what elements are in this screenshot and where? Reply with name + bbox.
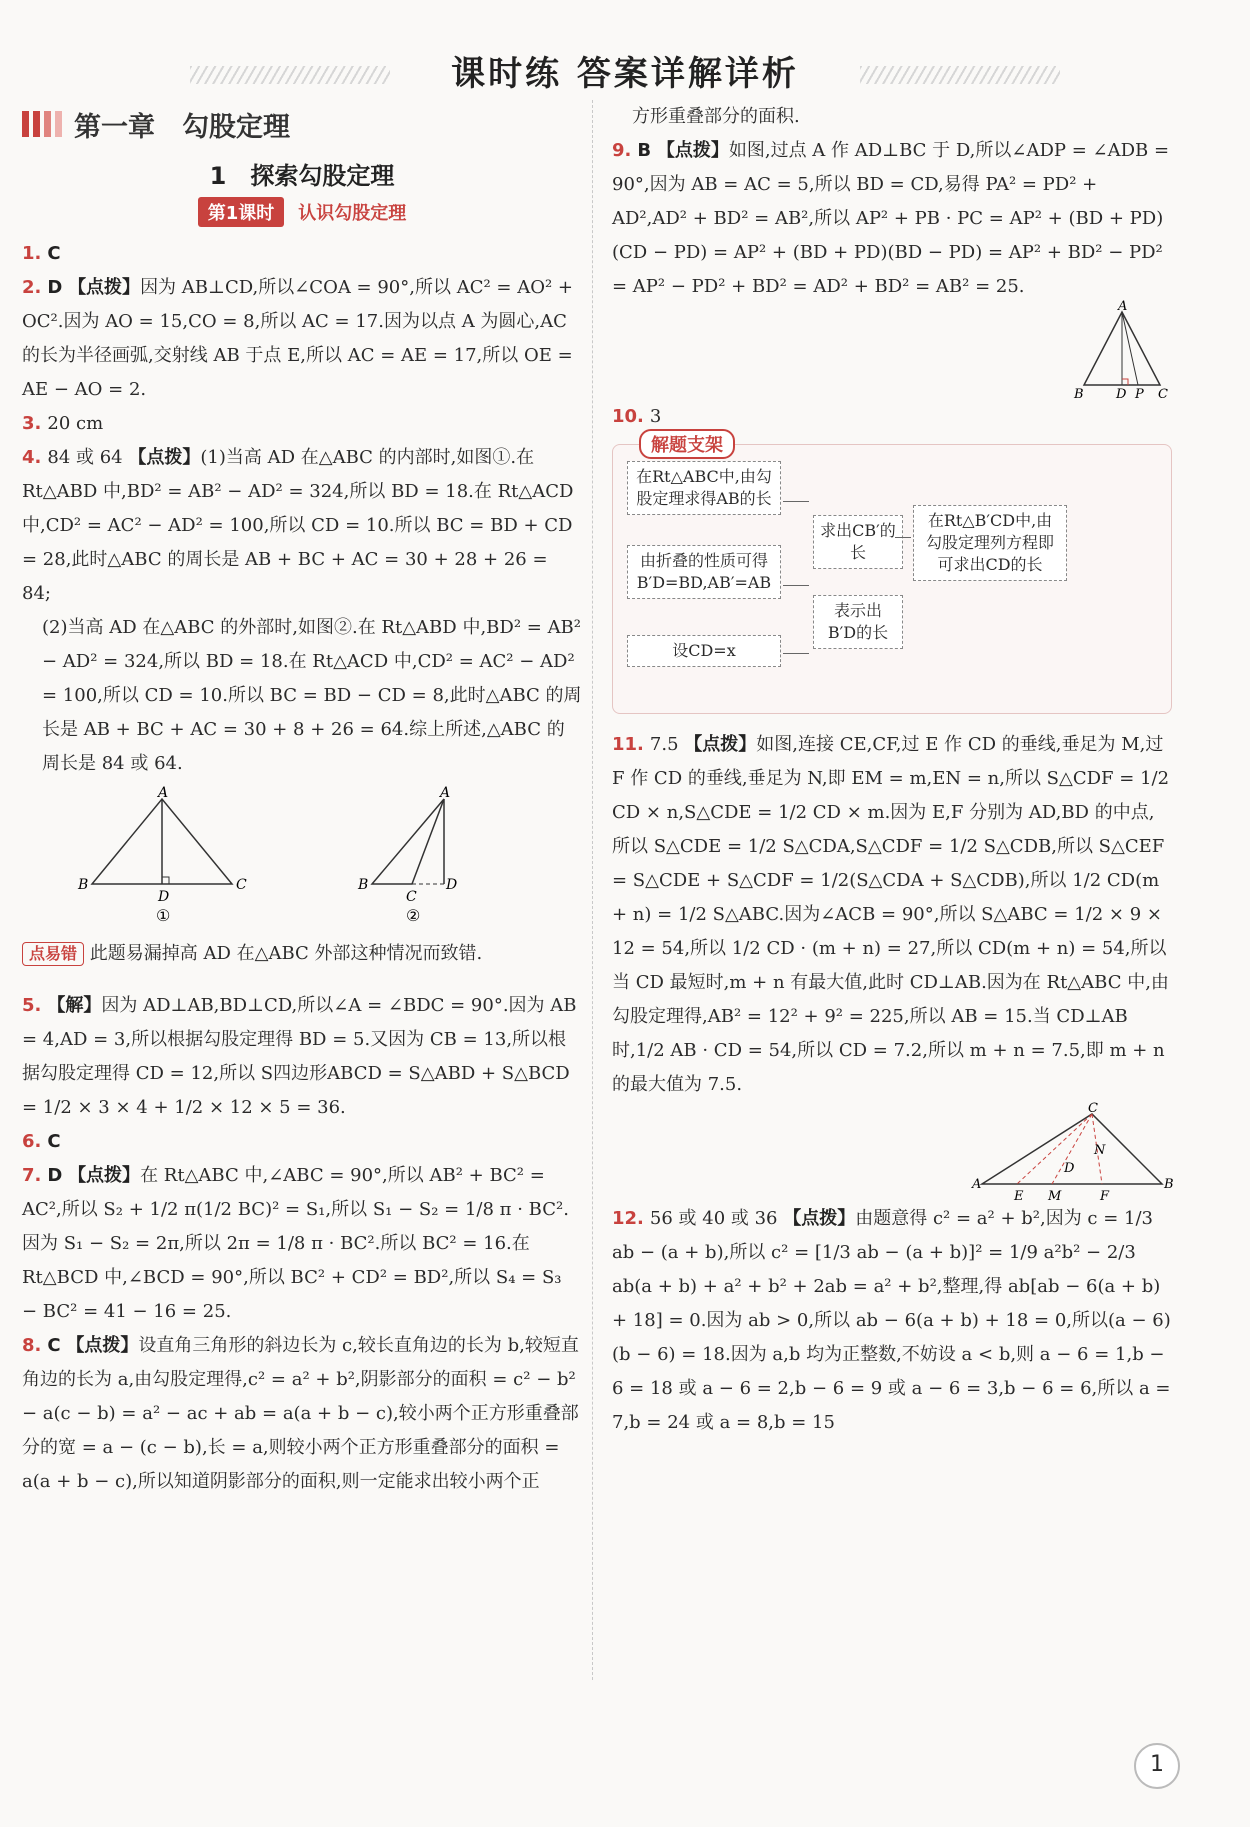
answer-choice: C <box>47 1131 61 1152</box>
label-a: A <box>972 1177 982 1192</box>
header-hatch-left <box>190 66 390 84</box>
solution-tag: 【解】 <box>47 995 102 1016</box>
answer-value: 7.5 <box>649 734 679 755</box>
answer-number: 1. <box>22 243 42 264</box>
answer-text: 20 cm <box>47 413 104 434</box>
page-number: 1 <box>1134 1743 1180 1789</box>
chapter-title: 第一章 勾股定理 <box>74 111 290 143</box>
error-note <box>22 937 582 971</box>
triangle-figure-1 <box>72 785 252 929</box>
step-fold-property: 由折叠的性质可得B′D=BD,AB′=AB <box>627 545 781 599</box>
right-column <box>612 100 1172 1440</box>
answer-12 <box>612 1202 1172 1440</box>
label-m: M <box>1048 1189 1062 1204</box>
answer-number: 9. <box>612 140 632 161</box>
triangle-figure-11 <box>972 1102 1172 1202</box>
error-note-text: 此题易漏掉高 AD 在△ABC 外部这种情况而致错. <box>89 943 483 964</box>
label-c: C <box>1158 387 1168 402</box>
answer-3 <box>22 407 582 441</box>
hint-tag: 【点拨】 <box>66 1335 139 1356</box>
hint-tag: 【点拨】 <box>656 140 729 161</box>
step-find-ab: 在Rt△ABC中,由勾股定理求得AB的长 <box>627 461 781 515</box>
left-column <box>22 100 582 1499</box>
answer-text: 因为 AB⊥CD,所以∠COA = 90°,所以 AC² = AO² + OC².因为 AO = 15,CO = 8,所以 AC = 17.因为以点 A 为圆心,AC 的长为半径画弧,交射线 AB 于点 E,所以 AC = AE = 17,所以 OE = AE − AO = 2. <box>22 277 573 400</box>
answer-text: 设直角三角形的斜边长为 c,较长直角边的长为 b,较短直角边的长为 a,由勾股定理得,c² = a² + b²,阴影部分的面积 = c² − b² − a(c − b) = a² − ac + ab = a(a + b − c),较小两个正方形重叠部分的宽 = a − (c − b),长 = a,则较小两个正方形重叠部分的面积 = a(a + b − c),所以知道阴影部分的面积,则一定能求出较小两个正 <box>22 1335 579 1492</box>
answer-choice: B <box>637 140 652 161</box>
label-d: D <box>1064 1161 1075 1176</box>
figure-caption: ① <box>156 906 171 925</box>
label-c: C <box>406 889 417 905</box>
answer-choice: C <box>47 243 61 264</box>
answer-number: 5. <box>22 995 42 1016</box>
label-b: B <box>78 877 89 893</box>
label-b: B <box>358 877 369 893</box>
answer-text: 因为 AD⊥AB,BD⊥CD,所以∠A = ∠BDC = 90°.因为 AB = 4,AD = 3,所以根据勾股定理得 BD = 5.又因为 CB = 13,所以根据勾股定理得 CD = 12,所以 S四边形ABCD = S△ABD + S△BCD = 1/2 × 3 × 4 + 1/2 × 12 × 5 = 36. <box>22 995 577 1118</box>
answer-5 <box>22 989 582 1125</box>
label-c: C <box>1088 1101 1098 1116</box>
error-note-badge: 点易错 <box>22 942 84 966</box>
figure-caption: ② <box>406 906 421 925</box>
triangle-figure-9 <box>1072 300 1172 400</box>
page-header <box>0 46 1250 95</box>
hint-tag: 【点拨】 <box>68 1165 141 1186</box>
section-title: 1 探索勾股定理 <box>209 162 395 190</box>
answer-4-part2: (2)当高 AD 在△ABC 的外部时,如图②.在 Rt△ABD 中,BD² = AB² − AD² = 324,所以 BD = 18.在 Rt△ACD 中,CD² = AC² − AD² = 100,所以 CD = 10.所以 BC = BD − CD = 8,此时△ABC 的周长是 AB + BC + AC = 30 + 8 + 26 = 64.综上所述,△ABC 的周长是 84 或 64. <box>42 617 582 774</box>
answer-text: 在 Rt△ABC 中,∠ABC = 90°,所以 AB² + BC² = AC²,所以 S₂ + 1/2 π(1/2 BC)² = S₁,所以 S₁ − S₂ = 1/8 π · BC².因为 S₁ − S₂ = 2π,所以 2π = 1/8 π · BC².所以 BC² = 16.在 Rt△BCD 中,∠BCD = 90°,所以 BC² + CD² = BD²,所以 S₄ = S₃ − BC² = 41 − 16 = 25. <box>22 1165 569 1322</box>
arrow <box>783 501 809 502</box>
step-express-bd: 表示出B′D的长 <box>813 595 903 649</box>
label-d: D <box>1116 387 1127 402</box>
hint-tag: 【点拨】 <box>783 1208 856 1229</box>
framework-title: 解题支架 <box>639 429 735 459</box>
label-b: B <box>1164 1177 1174 1192</box>
chapter-bars-icon <box>22 111 62 137</box>
label-f: F <box>1100 1189 1110 1204</box>
label-a: A <box>440 785 451 801</box>
answer-text: 3 <box>649 406 662 427</box>
lesson-heading <box>22 197 582 227</box>
step-equation: 在Rt△B′CD中,由勾股定理列方程即可求出CD的长 <box>913 505 1067 581</box>
answer-number: 2. <box>22 277 42 298</box>
label-a: A <box>1118 299 1128 314</box>
hint-tag: 【点拨】 <box>68 277 141 298</box>
answer-text: 如图,过点 A 作 AD⊥BC 于 D,所以∠ADP = ∠ADB = 90°,因为 AB = AC = 5,所以 BD = CD,易得 PA² = PD² + AD²,AD² + BD² = AB²,所以 AP² + PB · PC = AP² + (BD + PD)(CD − PD) = AP² + (BD + PD)(BD − PD) = AP² + BD² − PD² = AP² − PD² + BD² = AD² + BD² = AB² = 25. <box>612 140 1170 297</box>
arrow <box>895 537 911 538</box>
answer-value: 84 或 64 <box>47 447 123 468</box>
lesson-badge: 第1课时 <box>198 197 285 227</box>
answer-8-continued: 方形重叠部分的面积. <box>632 106 800 127</box>
answer-value: 56 或 40 或 36 <box>649 1208 778 1229</box>
answer-number: 6. <box>22 1131 42 1152</box>
answer-2 <box>22 271 582 407</box>
label-d: D <box>158 889 170 905</box>
label-e: E <box>1014 1189 1024 1204</box>
answer-8 <box>22 1329 582 1499</box>
label-p: P <box>1135 387 1144 402</box>
hint-tag: 【点拨】 <box>128 447 201 468</box>
label-a: A <box>158 785 169 801</box>
answer-1 <box>22 237 582 271</box>
step-let-cd: 设CD=x <box>627 635 781 667</box>
answer-number: 11. <box>612 734 644 755</box>
triangle-figure-2 <box>352 785 532 929</box>
answer-text: 如图,连接 CE,CF,过 E 作 CD 的垂线,垂足为 M,过 F 作 CD 的垂线,垂足为 N,即 EM = m,EN = n,所以 S△CDF = 1/2 CD × n,S△CDE = 1/2 CD × m.因为 E,F 分别为 AD,BD 的中点,所以 S△CDE = 1/2 S△CDA,S△CDF = 1/2 S△CDB,所以 S△CEF = S△CDE + S△CDF = 1/2(S△CDA + S△CDB),所以 1/2 CD(m + n) = 1/2 S△ABC.因为∠ACB = 90°,所以 S△ABC = 1/2 × 9 × 12 = 54,所以 1/2 CD · (m + n) = 27,所以 CD(m + n) = 54,所以当 CD 最短时,m + n 有最大值,此时 CD⊥AB.因为在 Rt△ABC 中,由勾股定理得,AB² = 12² + 9² = 225,所以 AB = 15.当 CD⊥AB 时,1/2 AB · CD = 54,所以 CD = 7.2,所以 m + n = 7.5,即 m + n 的最大值为 7.5. <box>612 734 1170 1095</box>
page-title: 课时练 答案详解详析 <box>451 54 799 94</box>
chapter-heading <box>22 100 582 148</box>
hint-tag: 【点拨】 <box>684 734 757 755</box>
answer-choice: D <box>47 1165 63 1186</box>
solution-framework <box>612 435 1172 714</box>
label-d: D <box>446 877 458 893</box>
answer-number: 3. <box>22 413 42 434</box>
header-hatch-right <box>860 66 1060 84</box>
answer-text: (1)当高 AD 在△ABC 的内部时,如图①.在 Rt△ABD 中,BD² = AB² − AD² = 324,所以 BD = 18.在 Rt△ACD 中,CD² = AC² − AD² = 100,所以 CD = 10.所以 BC = BD + CD = 28,此时△ABC 的周长是 AB + BC + AC = 30 + 28 + 26 = 84; <box>22 447 574 604</box>
answer-choice: C <box>47 1335 61 1356</box>
figures-q4 <box>22 785 582 929</box>
answer-number: 12. <box>612 1208 644 1229</box>
answer-6 <box>22 1125 582 1159</box>
answer-number: 8. <box>22 1335 42 1356</box>
answer-number: 10. <box>612 406 644 427</box>
label-c: C <box>236 877 247 893</box>
answer-number: 4. <box>22 447 42 468</box>
lesson-title: 认识勾股定理 <box>298 203 407 224</box>
answer-4 <box>22 441 582 611</box>
label-b: B <box>1074 387 1084 402</box>
answer-9 <box>612 134 1172 304</box>
answer-choice: D <box>47 277 63 298</box>
answer-9-block <box>612 134 1172 400</box>
arrow <box>783 585 809 586</box>
answer-text: 由题意得 c² = a² + b²,因为 c = 1/3 ab − (a + b),所以 c² = [1/3 ab − (a + b)]² = 1/9 a²b² − 2/3 ab(a + b) + a² + b² + 2ab = a² + b²,整理,得 ab[ab − 6(a + b) + 18] = 0.因为 ab > 0,所以 ab − 6(a + b) + 18 = 0,所以(a − 6)(b − 6) = 18.因为 a,b 均为正整数,不妨设 a < b,则 a − 6 = 1,b − 6 = 18 或 a − 6 = 2,b − 6 = 9 或 a − 6 = 3,b − 6 = 6,所以 a = 7,b = 24 或 a = 8,b = 15 <box>612 1208 1171 1433</box>
column-divider <box>592 100 594 1680</box>
answer-number: 7. <box>22 1165 42 1186</box>
answer-11 <box>612 728 1172 1102</box>
step-find-cb: 求出CB′的长 <box>813 515 903 569</box>
label-n: N <box>1094 1143 1106 1158</box>
answer-7 <box>22 1159 582 1329</box>
arrow <box>783 653 809 654</box>
